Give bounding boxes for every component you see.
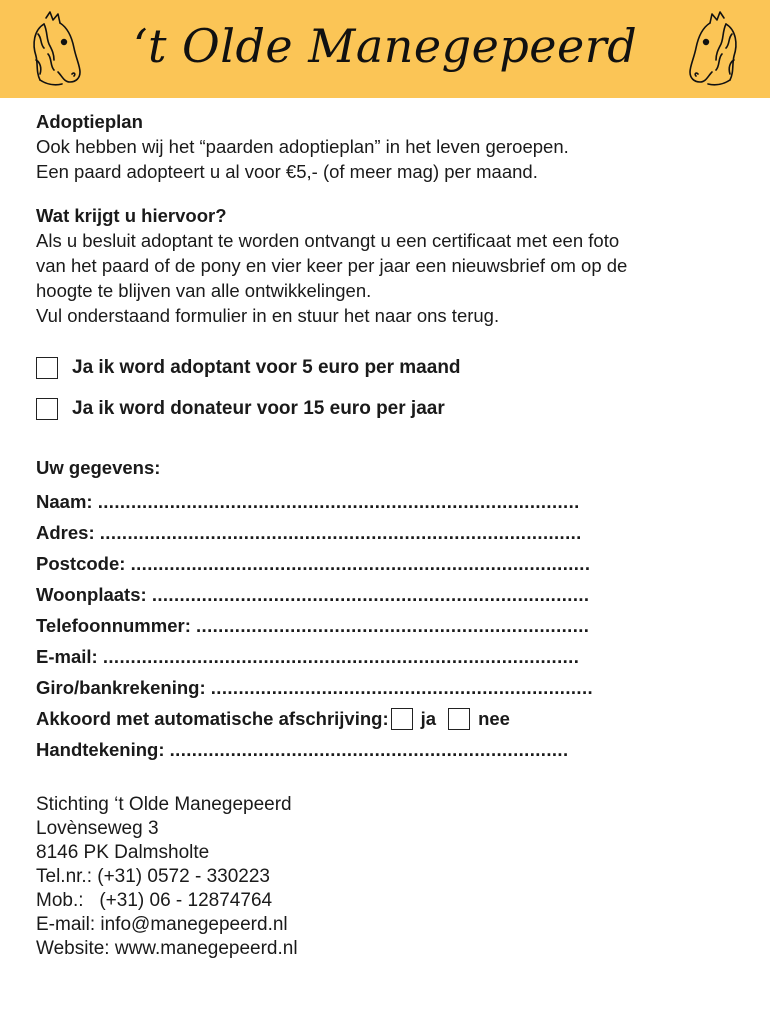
membership-options xyxy=(36,354,746,423)
contact-address xyxy=(36,793,746,961)
fill-in-line[interactable]: ....................................................................................... xyxy=(99,522,582,543)
field-label: Postcode: xyxy=(36,553,126,574)
benefits-line: Als u besluit adoptant te worden ontvangt u een certificaat met een foto xyxy=(36,230,620,251)
fill-in-line[interactable]: ....................................................................... xyxy=(196,615,590,636)
field-label: Telefoonnummer: xyxy=(36,615,191,636)
phone-line: Tel.nr.: (+31) 0572 - 330223 xyxy=(36,866,270,887)
signature-field[interactable] xyxy=(36,734,596,765)
benefits-line: van het paard of de pony en vier keer per jaar een nieuwsbrief om op de xyxy=(36,255,628,276)
name-field[interactable] xyxy=(36,486,596,517)
direct-debit-field xyxy=(36,703,636,734)
mobile-line: Mob.: (+31) 06 - 12874764 xyxy=(36,890,273,911)
section-heading: Wat krijgt u hiervoor? xyxy=(36,205,227,226)
intro-line: Ook hebben wij het “paarden adoptieplan” in het leven geroepen. xyxy=(36,136,569,157)
email-field[interactable] xyxy=(36,641,596,672)
adoptant-checkbox[interactable] xyxy=(36,357,58,379)
adoptant-option[interactable] xyxy=(36,354,746,382)
fill-in-line[interactable]: ........................................................................ xyxy=(169,739,569,760)
address-field[interactable] xyxy=(36,517,596,548)
fill-in-line[interactable]: ............................................................................... xyxy=(151,584,590,605)
option-label: Ja ik word donateur voor 15 euro per jaar xyxy=(72,398,445,419)
benefits-section xyxy=(36,204,746,328)
address-line: Stichting ‘t Olde Manegepeerd xyxy=(36,794,292,815)
horse-head-icon xyxy=(684,10,746,88)
email-line: E-mail: info@manegepeerd.nl xyxy=(36,914,288,935)
document-body xyxy=(36,110,746,961)
benefits-line: hoogte te blijven van alle ontwikkelingen. xyxy=(36,280,372,301)
field-label: Handtekening: xyxy=(36,739,165,760)
field-label: Adres: xyxy=(36,522,95,543)
section-heading: Adoptieplan xyxy=(36,111,143,132)
no-label: nee xyxy=(478,708,510,729)
address-line: 8146 PK Dalmsholte xyxy=(36,842,210,863)
yes-label: ja xyxy=(420,708,437,729)
direct-debit-yes-checkbox[interactable] xyxy=(391,708,413,730)
form-heading: Uw gegevens: xyxy=(36,457,161,478)
field-label: E-mail: xyxy=(36,646,98,667)
fill-in-line[interactable]: ..................................................................... xyxy=(210,677,594,698)
field-label: Naam: xyxy=(36,491,93,512)
adoption-intro xyxy=(36,110,746,184)
field-label: Woonplaats: xyxy=(36,584,147,605)
field-label: Giro/bankrekening: xyxy=(36,677,206,698)
postcode-field[interactable] xyxy=(36,548,596,579)
fill-in-line[interactable]: ...................................................................................... xyxy=(102,646,580,667)
direct-debit-no-checkbox[interactable] xyxy=(448,708,470,730)
address-line: Lovènseweg 3 xyxy=(36,818,159,839)
benefits-line: Vul onderstaand formulier in en stuur het naar ons terug. xyxy=(36,305,500,326)
bank-account-field[interactable] xyxy=(36,672,596,703)
donateur-option[interactable] xyxy=(36,395,746,423)
page-title: ‘t Olde Manegepeerd xyxy=(132,19,638,73)
fill-in-line[interactable]: ....................................................................................... xyxy=(97,491,580,512)
donateur-checkbox[interactable] xyxy=(36,398,58,420)
header-banner xyxy=(0,0,770,98)
city-field[interactable] xyxy=(36,579,596,610)
intro-line: Een paard adopteert u al voor €5,- (of meer mag) per maand. xyxy=(36,161,538,182)
website-line: Website: www.manegepeerd.nl xyxy=(36,938,298,959)
option-label: Ja ik word adoptant voor 5 euro per maand xyxy=(72,357,461,378)
fill-in-line[interactable]: ................................................................................... xyxy=(130,553,591,574)
phone-field[interactable] xyxy=(36,610,596,641)
field-label: Akkoord met automatische afschrijving: xyxy=(36,708,389,729)
personal-details-form xyxy=(36,455,746,765)
